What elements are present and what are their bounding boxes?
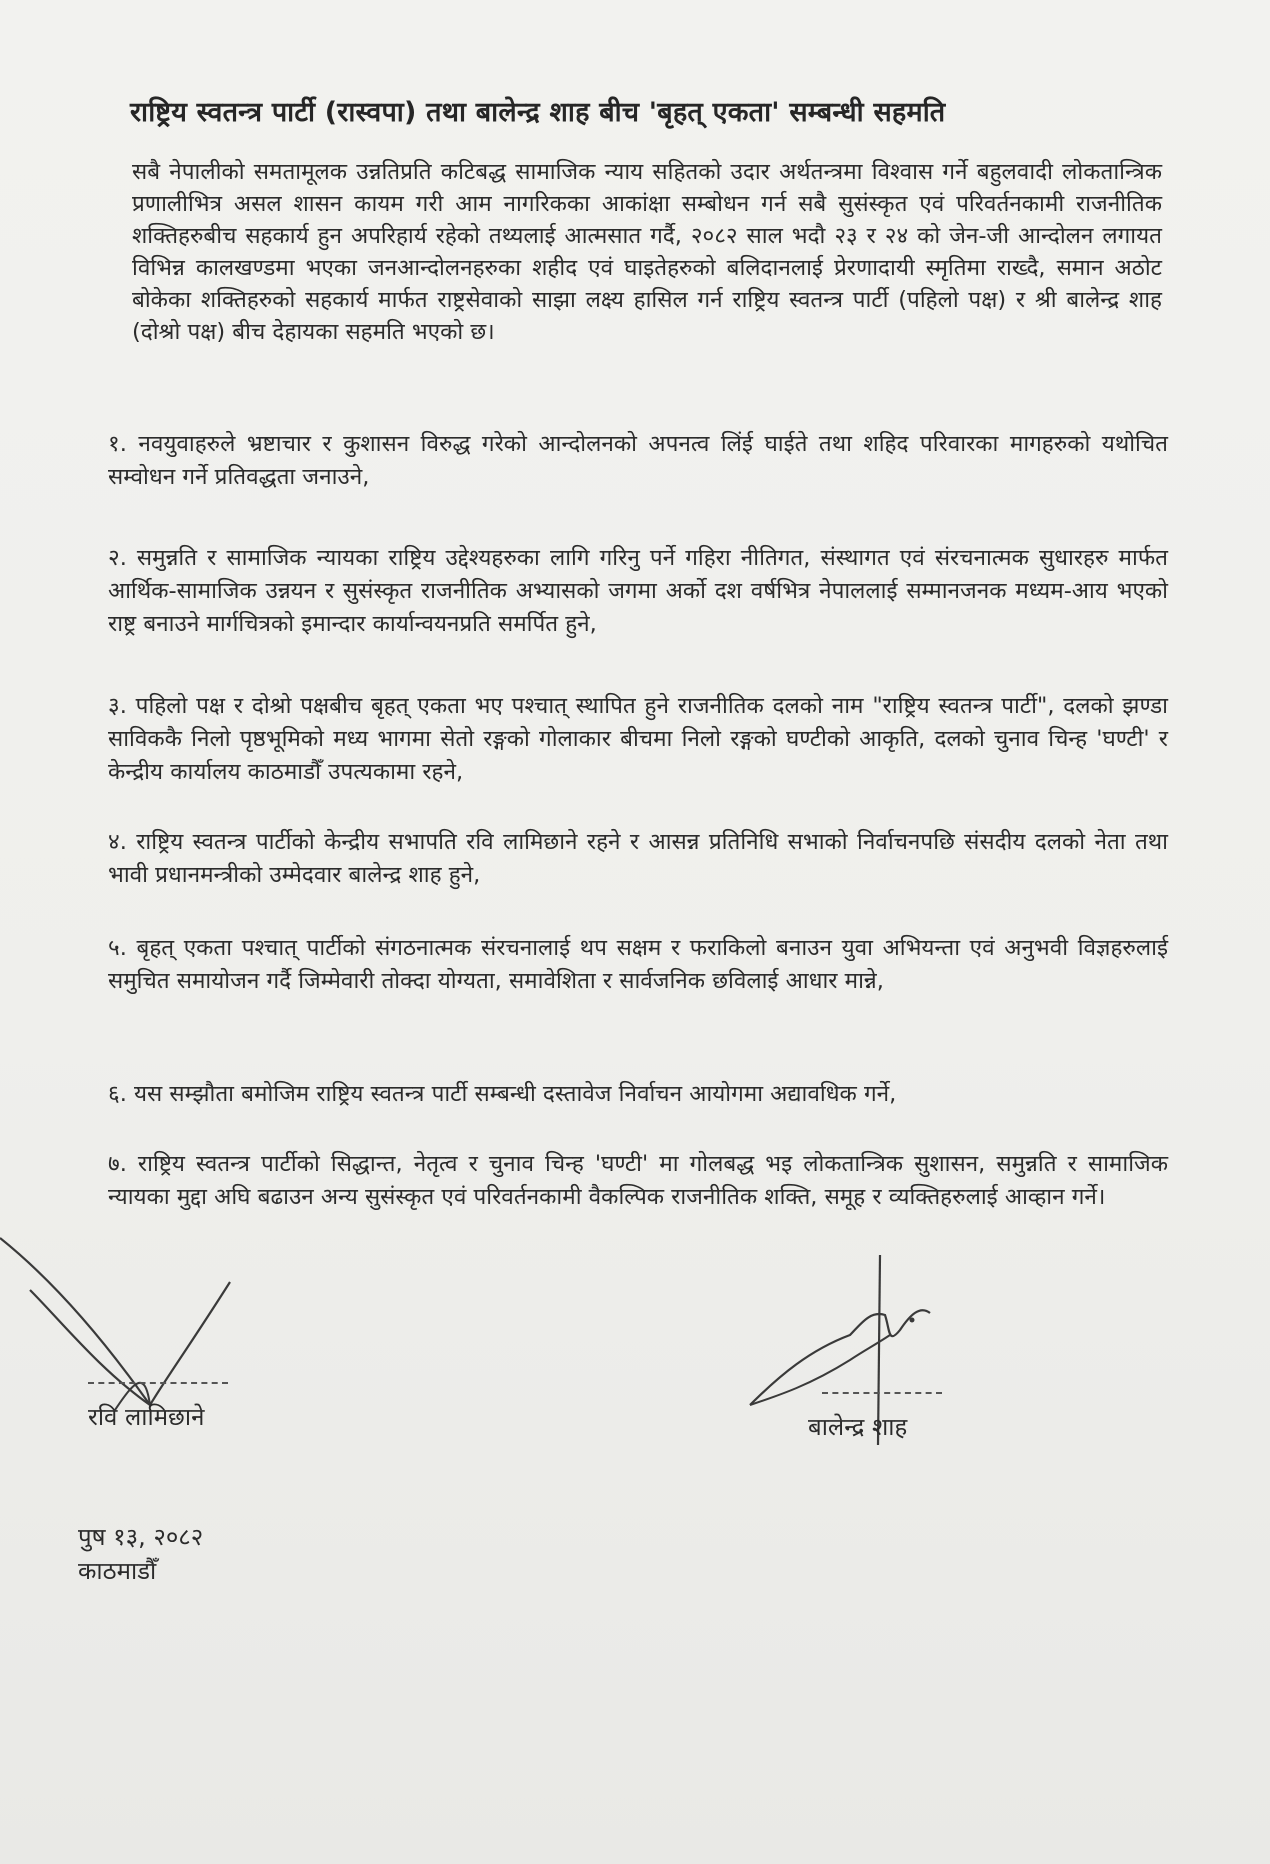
clause-1: १. नवयुवाहरुले भ्रष्टाचार र कुशासन विरुद्ध गरेको आन्दोलनको अपनत्व लिंई घाईते तथा शहिद परिवारका मागहरुको यथोचित सम्वोधन गर्ने प्रतिवद्धता जनाउने, [108, 431, 1168, 490]
document-date-place [78, 1520, 203, 1588]
signatory-right-name: बालेन्द्र शाह [808, 1413, 908, 1441]
clause-5: ५. बृहत् एकता पश्चात् पार्टीको संगठनात्मक संरचनालाई थप सक्षम र फराकिलो बनाउन युवा अभियन्ता एवं अनुभवी विज्ञहरुलाई समुचित समायोजन गर्दै जिम्मेवारी तोक्दा योग्यता, समावेशिता र सार्वजनिक छविलाई आधार मान्ने, [108, 935, 1168, 994]
clause-2: २. समुन्नति र सामाजिक न्यायका राष्ट्रिय उद्देश्यहरुका लागि गरिनु पर्ने गहिरा नीतिगत, संस्थागत एवं संरचनात्मक सुधारहरु मार्फत आर्थिक-सामाजिक उन्नयन र सुसंस्कृत राजनीतिक अभ्यासको जगमा अर्को दश वर्षभित्र नेपाललाई सम्मानजनक मध्यम-आय भएको राष्ट्र बनाउने मार्गचित्रको इमान्दार कार्यान्वयनप्रति समर्पित हुने, [108, 545, 1168, 637]
signature-line-right [822, 1392, 942, 1394]
document-place: काठमाडौँ [78, 1557, 157, 1585]
document-title: राष्ट्रिय स्वतन्त्र पार्टी (रास्वपा) तथा बालेन्द्र शाह बीच 'बृहत् एकता' सम्बन्धी सहमति [130, 97, 946, 128]
intro-paragraph: सबै नेपालीको समतामूलक उन्नतिप्रति कटिबद्ध सामाजिक न्याय सहितको उदार अर्थतन्त्रमा विश्वास गर्ने बहुलवादी लोकतान्त्रिक प्रणालीभित्र असल शासन कायम गरी आम नागरिकका आकांक्षा सम्बोधन गर्न सबै सुसंस्कृत एवं परिवर्तनकामी राजनीतिक शक्तिहरुबीच सहकार्य हुन अपरिहार्य रहेको तथ्यलाई आत्मसात गर्दै, २०८२ साल भदौ २३ र २४ को जेन-जी आन्दोलन लगायत विभिन्न कालखण्डमा भएका जनआन्दोलनहरुका शहीद एवं घाइतेहरुको बलिदानलाई प्रेरणादायी स्मृतिमा राख्दै, समान अठोट बोकेका शक्तिहरुको सहकार्य मार्फत राष्ट्रसेवाको साझा लक्ष्य हासिल गर्न राष्ट्रिय स्वतन्त्र पार्टी (पहिलो पक्ष) र श्री बालेन्द्र शाह (दोश्रो पक्ष) बीच देहायका सहमति भएको छ। [132, 159, 1162, 345]
document-date: पुष १३, २०८२ [78, 1523, 204, 1551]
signature-line-left [88, 1382, 228, 1384]
clause-7: ७. राष्ट्रिय स्वतन्त्र पार्टीको सिद्धान्त, नेतृत्व र चुनाव चिन्ह 'घण्टी' मा गोलबद्ध भइ लोकतान्त्रिक सुशासन, समुन्नति र सामाजिक न्यायका मुद्दा अघि बढाउन अन्य सुसंस्कृत एवं परिवर्तनकामी वैकल्पिक राजनीतिक शक्ति, समूह र व्यक्तिहरुलाई आव्हान गर्ने। [108, 1151, 1168, 1210]
signatory-left-name: रवि लामिछाने [88, 1403, 205, 1431]
clause-6: ६. यस सम्झौता बमोजिम राष्ट्रिय स्वतन्त्र पार्टी सम्बन्धी दस्तावेज निर्वाचन आयोगमा अद्यावधिक गर्ने, [108, 1081, 897, 1107]
clause-4: ४. राष्ट्रिय स्वतन्त्र पार्टीको केन्द्रीय सभापति रवि लामिछाने रहने र आसन्न प्रतिनिधि सभाको निर्वाचनपछि संसदीय दलको नेता तथा भावी प्रधानमन्त्रीको उम्मेदवार बालेन्द्र शाह हुने, [108, 829, 1168, 888]
clause-3: ३. पहिलो पक्ष र दोश्रो पक्षबीच बृहत् एकता भए पश्चात् स्थापित हुने राजनीतिक दलको नाम "राष्ट्रिय स्वतन्त्र पार्टी", दलको झण्डा साविककै निलो पृष्ठभूमिको मध्य भागमा सेतो रङ्गको गोलाकार बीचमा निलो रङ्गको घण्टीको आकृति, दलको चुनाव चिन्ह 'घण्टी' र केन्द्रीय कार्यालय काठमाडौँ उपत्यकामा रहने, [108, 693, 1169, 785]
